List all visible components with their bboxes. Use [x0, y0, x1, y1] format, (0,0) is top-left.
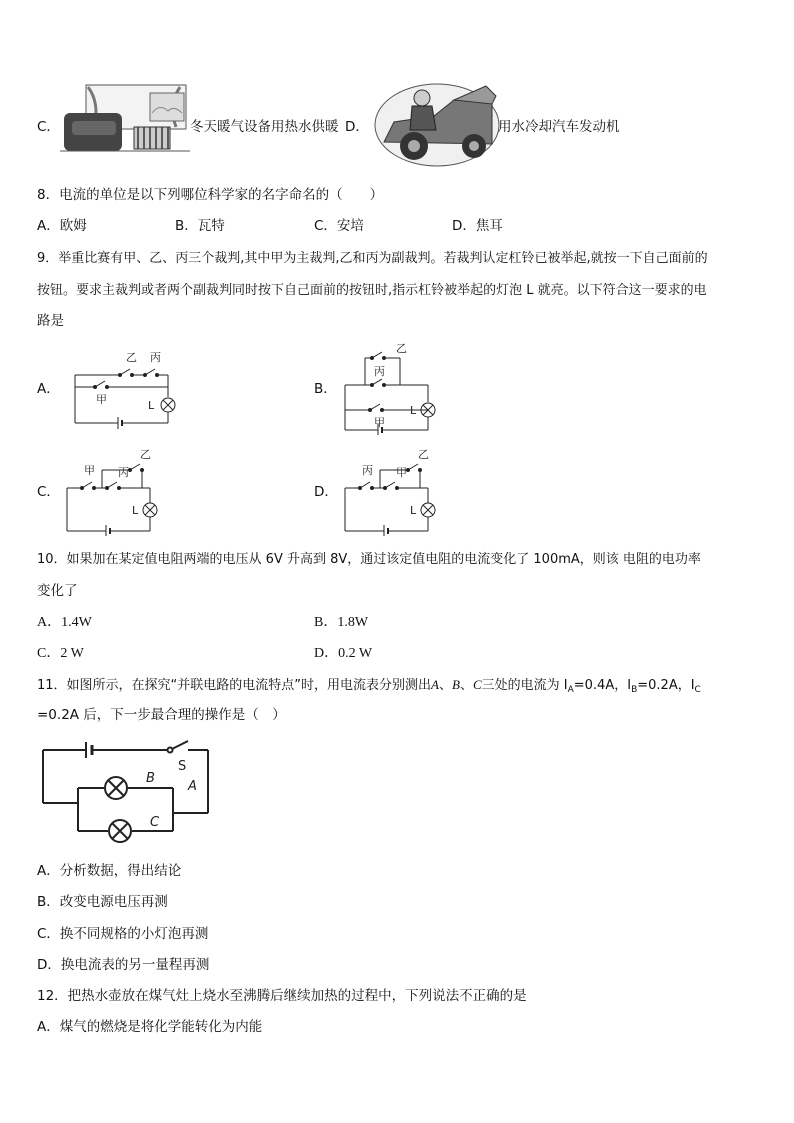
car-engine-illustration	[374, 82, 500, 167]
q11-stem-text-b: 三处的电流为 I	[481, 678, 568, 693]
q11-option-c: C．换不同规格的小灯泡再测	[37, 926, 209, 942]
q8-option-c: C．安培	[314, 218, 364, 234]
q9-option-b-label: B．	[314, 381, 337, 397]
q10-option-c: C．2 W	[37, 646, 84, 661]
q7-option-d-text: 用水冷却汽车发动机	[498, 119, 620, 135]
q9c-label-bing: 丙	[118, 466, 129, 479]
q11-sub-b: B	[631, 685, 638, 695]
q9c-label-jia: 甲	[84, 464, 95, 477]
q7-option-c-text: 冬天暖气设备用热水供暖	[190, 119, 339, 135]
q10-stem-line1: 10．如果加在某定值电阻两端的电压从 6V 升高到 8V，通过该定值电阻的电流变化了 100mA，则该 电阻的电功率	[37, 552, 701, 567]
q11-fig-label-s: S	[178, 759, 187, 774]
q9d-label-jia: 甲	[396, 466, 407, 479]
q9-stem-line2: 按钮。要求主裁判或者两个副裁判同时按下自己面前的按钮时,指示杠铃被举起的灯泡 L 就亮。以下符合这一要求的电	[37, 283, 707, 298]
q9d-label-yi: 乙	[418, 448, 429, 461]
q11-parallel-circuit-figure	[38, 738, 218, 848]
q10-option-b: B．1.8W	[314, 615, 369, 630]
q11-stem-text-a: 11．如图所示，在探究“并联电路的电流特点”时，用电流表分别测出	[37, 678, 432, 693]
q11-option-d: D．换电流表的另一量程再测	[37, 957, 210, 973]
q10-option-d: D．0.2 W	[314, 646, 373, 661]
q11-stem-line2: =0.2A 后，下一步最合理的操作是（ ）	[37, 707, 286, 723]
q11-point-c: C	[472, 677, 482, 692]
q10-stem-line2: 变化了	[37, 583, 78, 599]
q11-sep-1: 、	[438, 678, 452, 693]
q9a-label-lamp: L	[148, 399, 155, 412]
q11-sub-c: C	[694, 685, 701, 695]
q9b-label-bing: 丙	[374, 365, 385, 378]
q12-option-a: A．煤气的燃烧是将化学能转化为内能	[37, 1019, 263, 1035]
q8-option-b: B．瓦特	[175, 218, 225, 234]
q11-point-a: A	[431, 677, 439, 692]
q10-option-a: A．1.4W	[37, 615, 92, 630]
q9-circuit-c	[62, 446, 167, 536]
q9-option-d-label: D．	[314, 484, 338, 500]
q9b-label-jia: 甲	[374, 416, 385, 429]
q9c-label-lamp: L	[132, 504, 139, 517]
q9d-label-lamp: L	[410, 504, 417, 517]
q8-stem: 8．电流的单位是以下列哪位科学家的名字命名的（ ）	[37, 187, 384, 203]
q9-option-a-label: A．	[37, 381, 60, 397]
q9a-label-yi: 乙	[126, 351, 137, 364]
q9b-label-yi: 乙	[396, 342, 407, 355]
q9-circuit-a	[70, 345, 185, 430]
q9-option-c-label: C．	[37, 484, 60, 500]
q9-circuit-b	[340, 340, 445, 435]
q8-option-a: A．欧姆	[37, 218, 87, 234]
q7-option-c-label: C．	[37, 119, 60, 135]
q9-stem-line3: 路是	[37, 313, 64, 329]
q9d-label-bing: 丙	[362, 464, 373, 477]
q11-val-a: =0.4A，I	[573, 678, 632, 693]
q9c-label-yi: 乙	[140, 448, 151, 461]
q7-option-d-label: D．	[345, 119, 369, 135]
q9b-label-lamp: L	[410, 404, 417, 417]
q11-option-a: A．分析数据，得出结论	[37, 863, 182, 879]
q9-stem-line1: 9．举重比赛有甲、乙、丙三个裁判,其中甲为主裁判,乙和丙为副裁判。若裁判认定杠铃已被举起,就按一下自己面前的	[37, 251, 708, 266]
q11-fig-label-b: B	[146, 771, 155, 786]
q8-option-d: D．焦耳	[452, 218, 503, 234]
q11-point-b: B	[451, 677, 460, 692]
q11-stem-line1	[37, 678, 701, 695]
q12-stem: 12．把热水壶放在煤气灶上烧水至沸腾后继续加热的过程中，下列说法不正确的是	[37, 988, 527, 1004]
q11-sub-a: A	[567, 685, 574, 695]
q9a-label-bing: 丙	[150, 351, 161, 364]
q11-option-b: B．改变电源电压再测	[37, 894, 168, 910]
q11-fig-label-a: A	[188, 779, 197, 794]
radiator-room-illustration	[60, 83, 190, 153]
q11-fig-label-c: C	[150, 815, 160, 830]
q9-circuit-d	[340, 446, 445, 536]
q11-val-b: =0.2A，I	[637, 678, 695, 693]
q9a-label-jia: 甲	[96, 393, 107, 406]
q11-sep-2: 、	[459, 678, 473, 693]
